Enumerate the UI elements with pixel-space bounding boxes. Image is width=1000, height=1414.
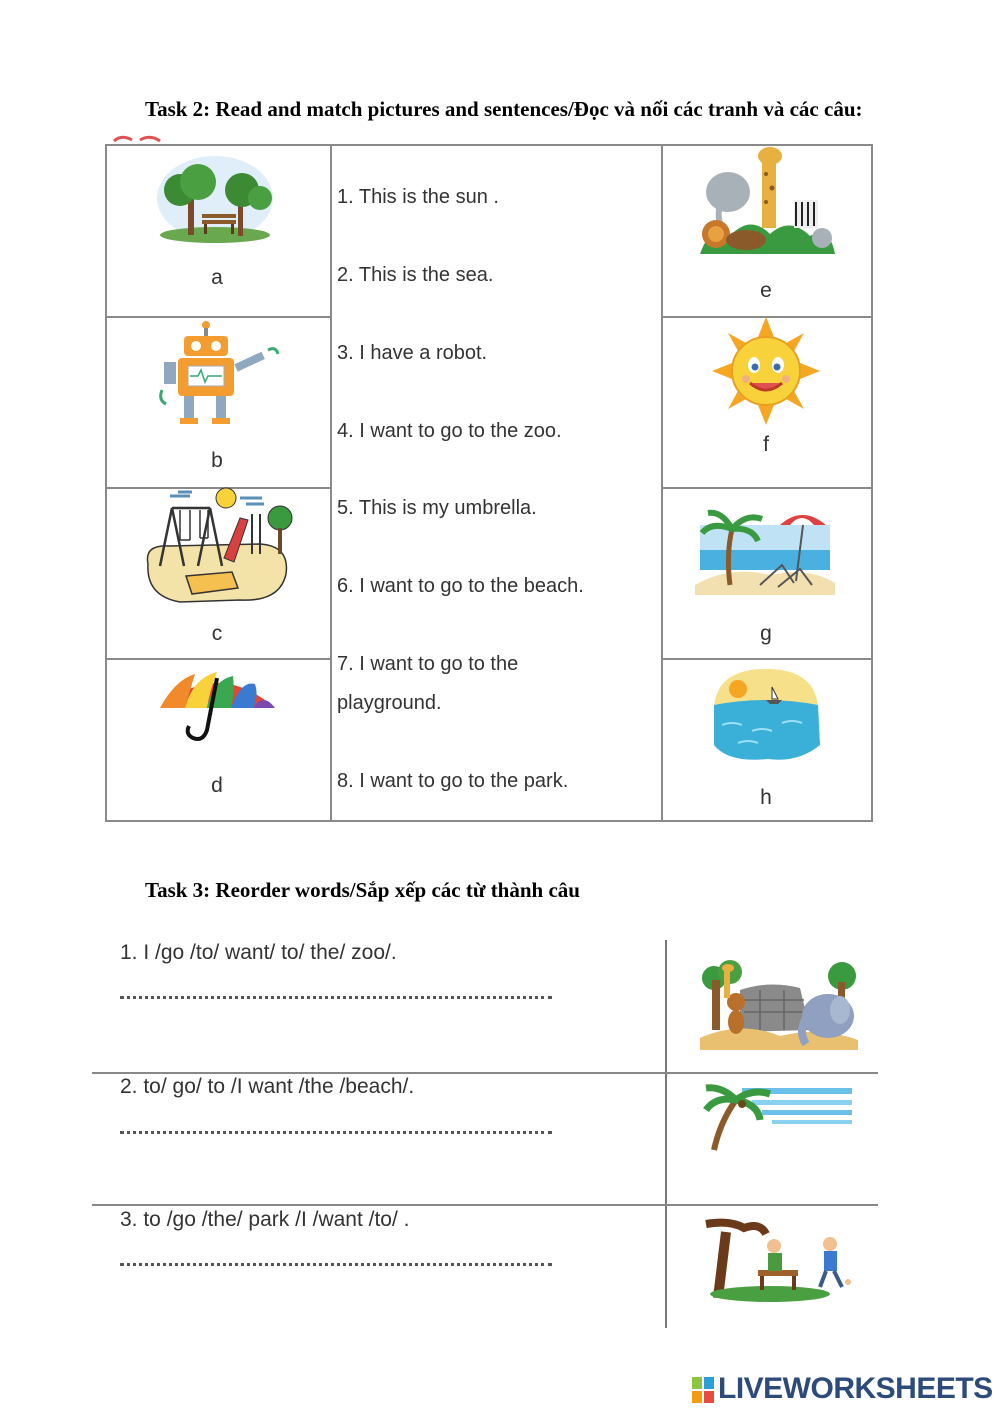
letter-d: d bbox=[211, 774, 223, 797]
sun-picture bbox=[710, 315, 822, 427]
task3-question-1: 1. I /go /to/ want/ to/ the/ zoo/. bbox=[120, 941, 397, 964]
letter-g: g bbox=[760, 622, 772, 645]
task3-divider bbox=[665, 940, 667, 1328]
sentence-6: 6. I want to go to the beach. bbox=[337, 575, 584, 597]
letter-e: e bbox=[760, 279, 772, 302]
task3-question-2: 2. to/ go/ to /I want /the /beach/. bbox=[120, 1075, 415, 1098]
robot-picture bbox=[152, 320, 287, 430]
zoo-picture bbox=[700, 960, 858, 1050]
sentence-7: 7. I want to go to the bbox=[337, 653, 519, 675]
letter-h: h bbox=[760, 786, 772, 809]
sentence-4: 4. I want to go to the zoo. bbox=[337, 420, 562, 442]
liveworksheets-logo-icon bbox=[692, 1377, 714, 1403]
sentence-2: 2. This is the sea. bbox=[337, 264, 494, 286]
sentence-7-cont: playground. bbox=[337, 692, 442, 714]
umbrella-picture bbox=[155, 670, 280, 745]
zoo-animals-picture bbox=[690, 144, 840, 269]
letter-c: c bbox=[211, 622, 223, 645]
task3-question-3: 3. to /go /the/ park /I /want /to/ . bbox=[120, 1208, 410, 1231]
sentence-8: 8. I want to go to the park. bbox=[337, 770, 569, 792]
letter-a: a bbox=[211, 266, 223, 289]
letter-b: b bbox=[211, 449, 223, 472]
answer-line-1[interactable] bbox=[120, 996, 552, 999]
task3-row-divider bbox=[92, 1204, 878, 1206]
park-kids-picture bbox=[700, 1218, 860, 1303]
task3-heading: Task 3: Reorder words/Sắp xếp các từ thành câu bbox=[145, 878, 580, 902]
palm-tree-picture bbox=[702, 1082, 852, 1152]
task2-heading: Task 2: Read and match pictures and sentences/Đọc và nối các tranh và các câu: bbox=[145, 97, 863, 121]
sea-picture bbox=[708, 665, 823, 765]
letter-f: f bbox=[763, 433, 769, 456]
answer-line-3[interactable] bbox=[120, 1263, 552, 1266]
red-mark-icon bbox=[110, 132, 170, 144]
sentence-1: 1. This is the sun . bbox=[337, 186, 499, 208]
park-picture bbox=[150, 150, 280, 245]
logo-text: LIVEWORKSHEETS bbox=[718, 1372, 993, 1405]
sentence-5: 5. This is my umbrella. bbox=[337, 497, 537, 519]
beach-picture bbox=[690, 495, 840, 605]
sentence-3: 3. I have a robot. bbox=[337, 342, 488, 364]
task3-row-divider bbox=[92, 1072, 878, 1074]
playground-picture bbox=[140, 484, 300, 609]
answer-line-2[interactable] bbox=[120, 1131, 552, 1134]
liveworksheets-logo bbox=[692, 1372, 993, 1406]
